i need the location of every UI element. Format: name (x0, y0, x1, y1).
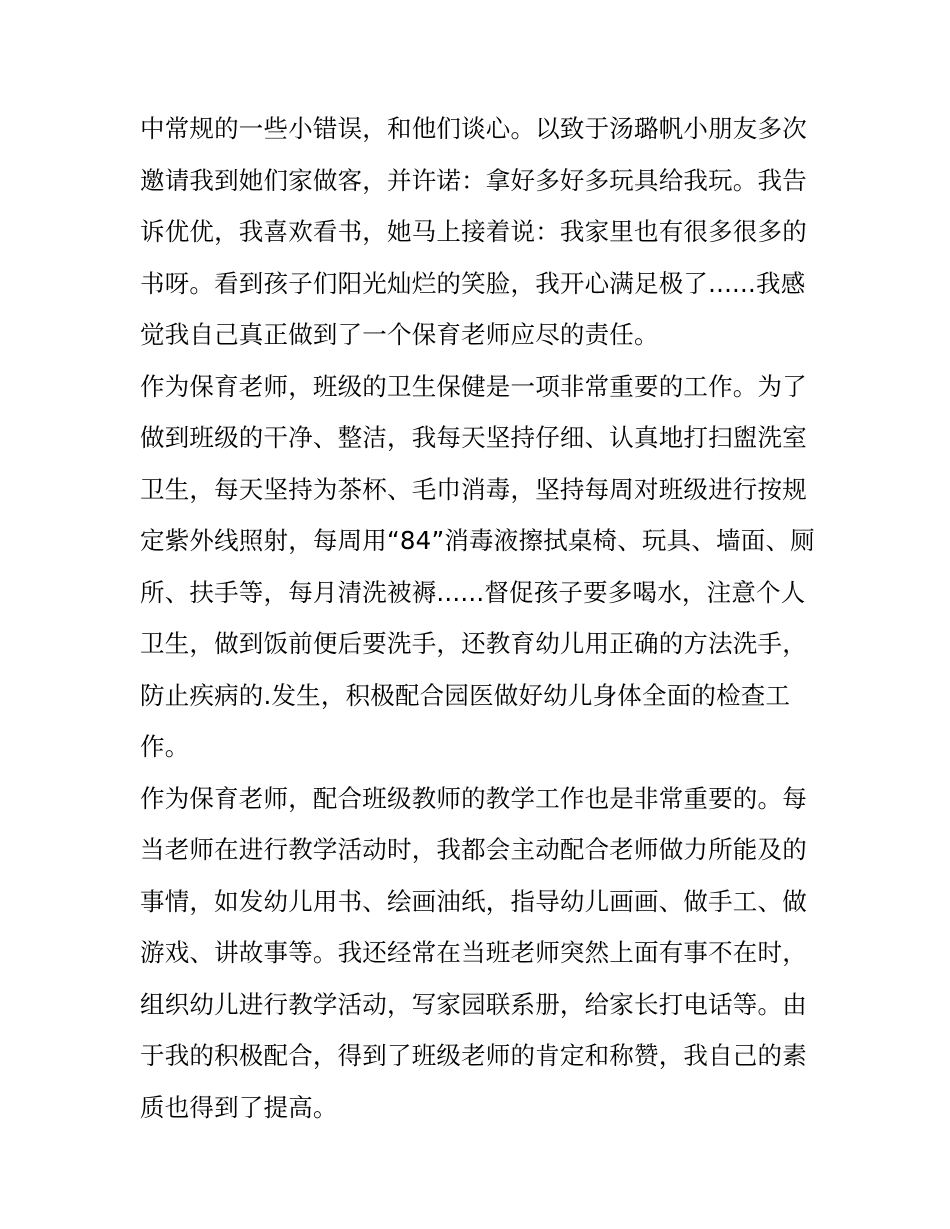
text-line: 于我的积极配合，得到了班级老师的肯定和称赞，我自己的素 (140, 1041, 807, 1070)
text-line: 邀请我到她们家做客，并许诺：拿好多好多玩具给我玩。我告 (140, 165, 807, 195)
text-line: 作为保育老师，配合班级教师的教学工作也是非常重要的。每 (140, 783, 807, 813)
document-body (140, 103, 815, 1133)
text-line: 卫生，每天坚持为茶杯、毛巾消毒，坚持每周对班级进行按规 (140, 474, 807, 504)
paragraph-3 (140, 773, 812, 1134)
text-line: 所、扶手等，每月清洗被褥......督促孩子要多喝水，注意个人 (140, 577, 806, 607)
paragraph-1 (140, 103, 812, 361)
text-line: 当老师在进行教学活动时，我都会主动配合老师做力所能及的 (140, 835, 807, 864)
text-line: 作。 (140, 732, 190, 761)
text-line: 防止疾病的.发生，积极配合园医做好幼儿身体全面的检查工 (140, 680, 791, 710)
text-line: 定紫外线照射，每周用“84”消毒液擦拭桌椅、玩具、墙面、厕 (140, 526, 815, 555)
text-line: 事情，如发幼儿用书、绘画油纸，指导幼儿画画、做手工、做 (140, 886, 807, 916)
text-line: 中常规的一些小错误，和他们谈心。以致于汤璐帆小朋友多次 (140, 114, 807, 143)
text-line: 卫生，做到饭前便后要洗手，还教育幼儿用正确的方法洗手， (140, 629, 807, 658)
text-line: 做到班级的干净、整洁，我每天坚持仔细、认真地打扫盥洗室 (140, 423, 807, 452)
text-line: 游戏、讲故事等。我还经常在当班老师突然上面有事不在时， (140, 938, 807, 967)
text-line: 质也得到了提高。 (140, 1092, 338, 1122)
text-line: 诉优优，我喜欢看书，她马上接着说：我家里也有很多很多的 (140, 217, 807, 246)
text-line: 组织幼儿进行教学活动，写家园联系册，给家长打电话等。由 (140, 989, 807, 1019)
text-line: 觉我自己真正做到了一个保育老师应尽的责任。 (140, 320, 659, 349)
text-line: 书呀。看到孩子们阳光灿烂的笑脸，我开心满足极了......我感 (140, 268, 806, 298)
paragraph-2 (140, 361, 815, 773)
text-line: 作为保育老师，班级的卫生保健是一项非常重要的工作。为了 (140, 371, 807, 401)
